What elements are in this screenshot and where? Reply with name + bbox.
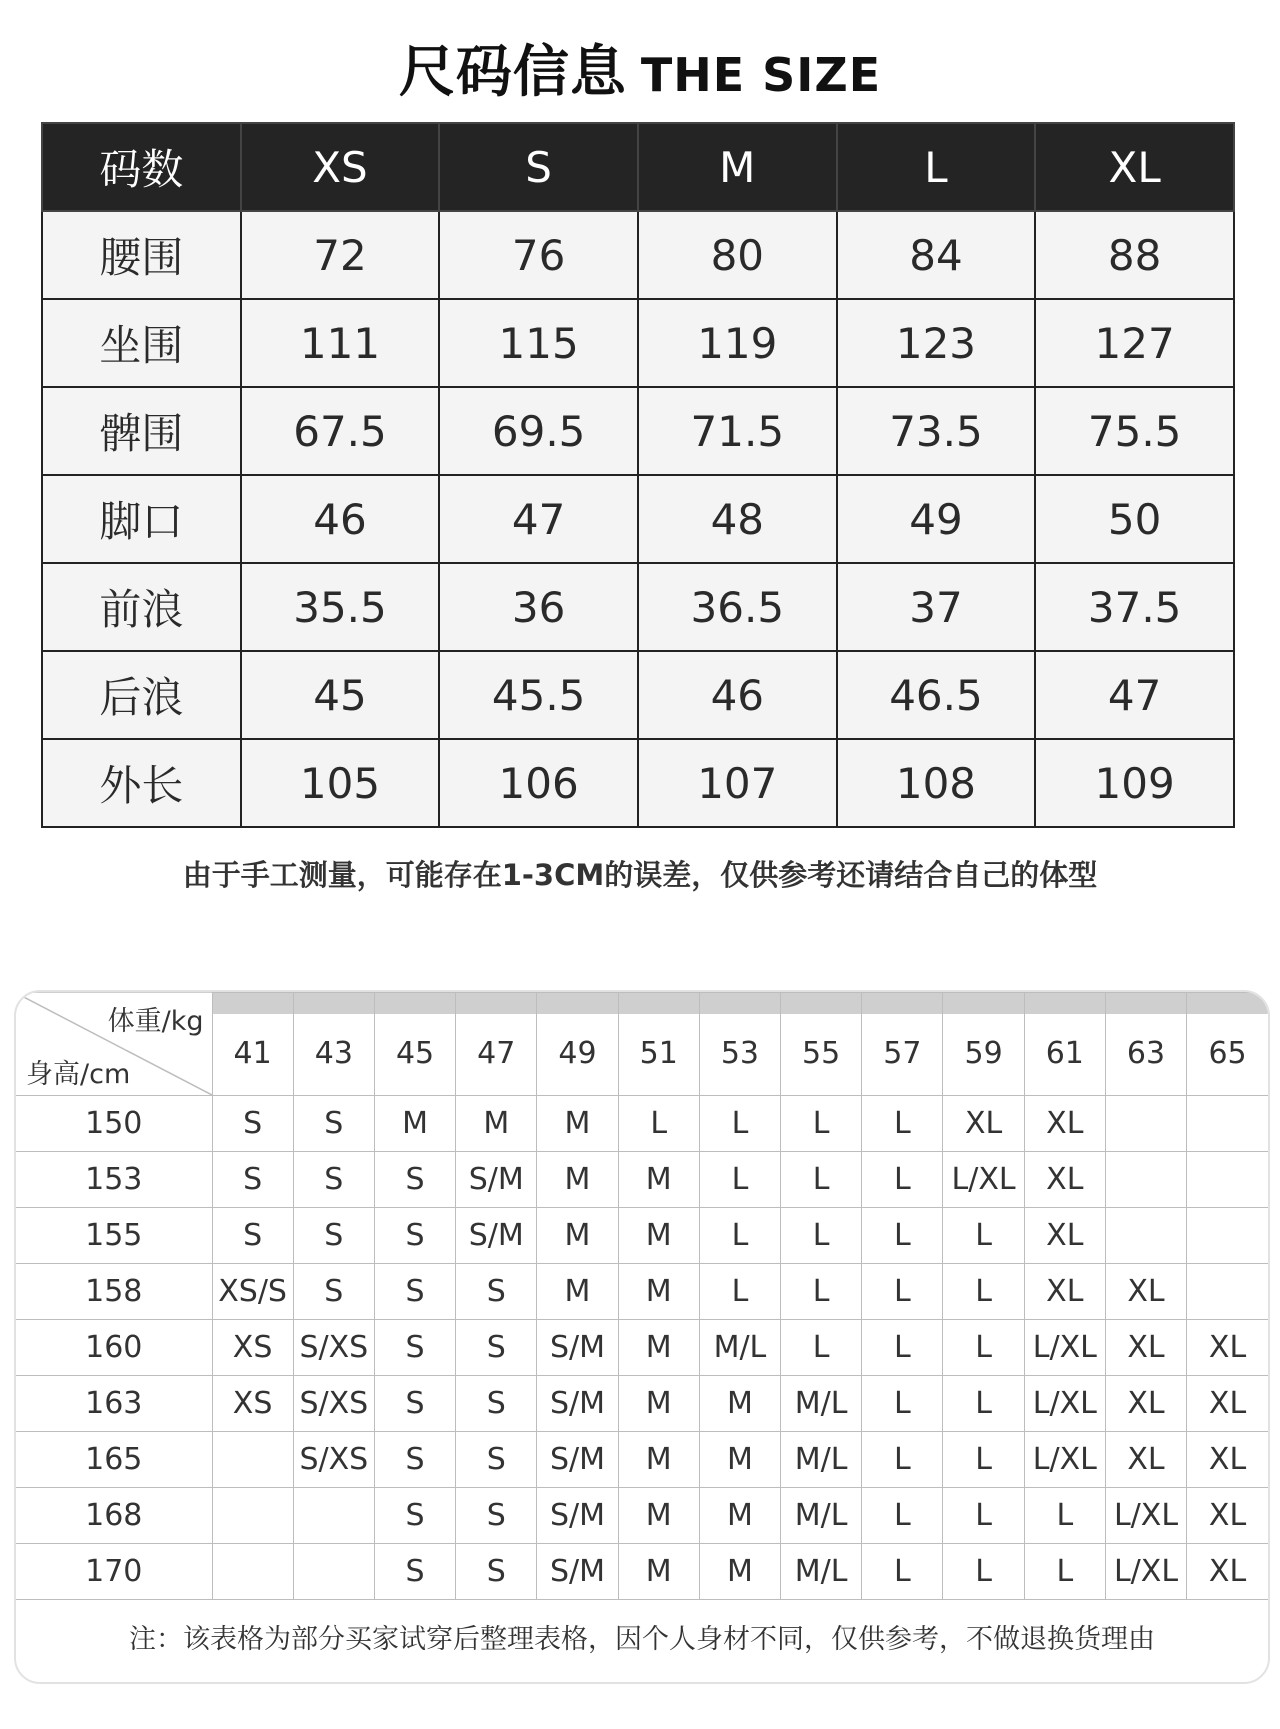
measurement-value: 119 — [638, 299, 837, 387]
recommended-size: S/M — [537, 1544, 618, 1600]
recommended-size: L — [943, 1320, 1024, 1376]
recommended-size: S — [293, 1208, 374, 1264]
recommended-size: XL — [1024, 1264, 1105, 1320]
measurement-value: 72 — [241, 211, 440, 299]
recommended-size: S — [456, 1488, 537, 1544]
height-value: 155 — [16, 1208, 212, 1264]
size-row — [42, 563, 1234, 651]
recommended-size: S — [212, 1096, 293, 1152]
recommended-size — [1105, 1096, 1186, 1152]
recommended-size: L/XL — [1105, 1544, 1186, 1600]
recommended-size: S — [456, 1544, 537, 1600]
recommended-size: S — [374, 1152, 455, 1208]
recommended-size: L — [862, 1488, 943, 1544]
height-value: 160 — [16, 1320, 212, 1376]
recommended-size: L — [862, 1152, 943, 1208]
measurement-value: 50 — [1035, 475, 1234, 563]
measurement-value: 115 — [439, 299, 638, 387]
measurement-value: 46 — [638, 651, 837, 739]
recommended-size: S — [456, 1376, 537, 1432]
recommended-size: S/M — [537, 1320, 618, 1376]
recommended-size: S/XS — [293, 1432, 374, 1488]
weight-header: 45 — [374, 993, 455, 1096]
recommendation-row — [16, 1432, 1268, 1488]
measurement-value: 36 — [439, 563, 638, 651]
recommended-size: M — [618, 1488, 699, 1544]
size-row — [42, 299, 1234, 387]
corner-cell — [16, 993, 212, 1096]
recommended-size: L — [699, 1264, 780, 1320]
height-axis-label: 身高/cm — [26, 1059, 131, 1090]
recommended-size: M — [618, 1208, 699, 1264]
recommended-size: XL — [1105, 1376, 1186, 1432]
recommendation-row — [16, 1320, 1268, 1376]
recommended-size: XL — [1105, 1320, 1186, 1376]
recommended-size: S — [212, 1152, 293, 1208]
recommended-size: XL — [1187, 1432, 1268, 1488]
weight-header: 57 — [862, 993, 943, 1096]
recommended-size: S — [374, 1264, 455, 1320]
weight-header: 53 — [699, 993, 780, 1096]
recommended-size: M — [699, 1376, 780, 1432]
recommended-size — [1187, 1096, 1268, 1152]
measurement-value: 37.5 — [1035, 563, 1234, 651]
recommended-size: S/M — [456, 1152, 537, 1208]
recommendation-row — [16, 1264, 1268, 1320]
recommended-size: S — [374, 1488, 455, 1544]
recommended-size: S — [374, 1432, 455, 1488]
weight-header: 55 — [781, 993, 862, 1096]
recommended-size: S — [456, 1432, 537, 1488]
recommended-size — [1187, 1264, 1268, 1320]
recommended-size: S/XS — [293, 1376, 374, 1432]
recommended-size: XL — [943, 1096, 1024, 1152]
recommended-size: M — [537, 1208, 618, 1264]
recommended-size: L — [862, 1432, 943, 1488]
measurement-label: 脚口 — [42, 475, 241, 563]
recommended-size: M — [618, 1152, 699, 1208]
measurement-label: 髀围 — [42, 387, 241, 475]
measurement-value: 108 — [837, 739, 1036, 827]
header-size-xs: XS — [241, 123, 440, 211]
measurement-label: 后浪 — [42, 651, 241, 739]
measurement-value: 84 — [837, 211, 1036, 299]
recommended-size: L — [862, 1208, 943, 1264]
height-value: 165 — [16, 1432, 212, 1488]
recommended-size: M — [456, 1096, 537, 1152]
recommended-size: L — [862, 1096, 943, 1152]
recommended-size: S — [293, 1264, 374, 1320]
weight-header: 49 — [537, 993, 618, 1096]
size-row — [42, 387, 1234, 475]
size-row — [42, 739, 1234, 827]
recommended-size: S — [456, 1264, 537, 1320]
height-value: 150 — [16, 1096, 212, 1152]
recommendation-row — [16, 1096, 1268, 1152]
measurement-note: 由于手工测量，可能存在1-3CM的误差，仅供参考还请结合自己的体型 — [182, 858, 1098, 892]
measurement-value: 45 — [241, 651, 440, 739]
height-value: 153 — [16, 1152, 212, 1208]
recommended-size: S/M — [456, 1208, 537, 1264]
weight-header: 47 — [456, 993, 537, 1096]
recommended-size: M/L — [781, 1544, 862, 1600]
measurement-value: 106 — [439, 739, 638, 827]
recommended-size: M/L — [781, 1376, 862, 1432]
measurement-value: 107 — [638, 739, 837, 827]
recommended-size: S — [374, 1208, 455, 1264]
recommended-size: L — [781, 1096, 862, 1152]
recommendation-row — [16, 1152, 1268, 1208]
measurement-label: 前浪 — [42, 563, 241, 651]
measurement-value: 73.5 — [837, 387, 1036, 475]
measurement-value: 35.5 — [241, 563, 440, 651]
size-row — [42, 475, 1234, 563]
recommendation-header — [16, 993, 1268, 1096]
recommended-size: L — [699, 1096, 780, 1152]
measurement-value: 127 — [1035, 299, 1234, 387]
recommended-size: L — [699, 1208, 780, 1264]
recommended-size: M — [537, 1096, 618, 1152]
recommended-size: L — [1024, 1488, 1105, 1544]
weight-header: 65 — [1187, 993, 1268, 1096]
recommended-size: M — [618, 1264, 699, 1320]
weight-header: 43 — [293, 993, 374, 1096]
recommended-size: S — [374, 1544, 455, 1600]
recommended-size: M — [699, 1544, 780, 1600]
page-title — [0, 28, 1280, 108]
measurement-label: 外长 — [42, 739, 241, 827]
recommendation-body — [16, 1096, 1268, 1600]
recommended-size — [212, 1432, 293, 1488]
recommended-size: L — [781, 1208, 862, 1264]
measurement-value: 36.5 — [638, 563, 837, 651]
recommendation-row — [16, 1544, 1268, 1600]
measurement-value: 37 — [837, 563, 1036, 651]
measurement-label: 腰围 — [42, 211, 241, 299]
recommended-size: XS — [212, 1320, 293, 1376]
recommended-size: XL — [1187, 1320, 1268, 1376]
measurement-value: 76 — [439, 211, 638, 299]
weight-header: 61 — [1024, 993, 1105, 1096]
recommended-size: M — [374, 1096, 455, 1152]
height-value: 170 — [16, 1544, 212, 1600]
recommended-size: XS — [212, 1376, 293, 1432]
recommended-size — [1105, 1208, 1186, 1264]
recommended-size: L — [943, 1208, 1024, 1264]
measurement-value: 69.5 — [439, 387, 638, 475]
recommended-size: L — [943, 1488, 1024, 1544]
measurement-value: 45.5 — [439, 651, 638, 739]
recommended-size: XL — [1187, 1376, 1268, 1432]
recommended-size: L — [943, 1264, 1024, 1320]
header-size-label: 码数 — [42, 123, 241, 211]
measurement-value: 109 — [1035, 739, 1234, 827]
size-table-header — [42, 123, 1234, 211]
recommended-size: XL — [1105, 1264, 1186, 1320]
recommendation-row — [16, 1376, 1268, 1432]
recommended-size: XL — [1105, 1432, 1186, 1488]
recommended-size: L — [862, 1376, 943, 1432]
recommended-size: L/XL — [943, 1152, 1024, 1208]
recommended-size: XL — [1024, 1096, 1105, 1152]
recommended-size — [1187, 1152, 1268, 1208]
recommended-size — [293, 1544, 374, 1600]
recommended-size: L — [943, 1432, 1024, 1488]
measurement-value: 71.5 — [638, 387, 837, 475]
recommended-size: XL — [1187, 1544, 1268, 1600]
recommended-size: S — [456, 1320, 537, 1376]
weight-header: 51 — [618, 993, 699, 1096]
recommended-size: S — [293, 1152, 374, 1208]
weight-axis-label: 体重/kg — [107, 1005, 204, 1037]
recommended-size: S/M — [537, 1488, 618, 1544]
recommended-size: XL — [1024, 1208, 1105, 1264]
measurement-value: 67.5 — [241, 387, 440, 475]
measurement-value: 80 — [638, 211, 837, 299]
recommended-size: M — [537, 1152, 618, 1208]
measurement-value: 46 — [241, 475, 440, 563]
header-size-s: S — [439, 123, 638, 211]
weight-header: 41 — [212, 993, 293, 1096]
measurement-value: 88 — [1035, 211, 1234, 299]
measurement-value: 49 — [837, 475, 1036, 563]
recommended-size: S — [212, 1208, 293, 1264]
recommended-size: L — [943, 1544, 1024, 1600]
recommended-size: M — [618, 1320, 699, 1376]
recommendation-row — [16, 1488, 1268, 1544]
measurement-value: 123 — [837, 299, 1036, 387]
recommended-size: M — [618, 1432, 699, 1488]
recommended-size: M — [618, 1544, 699, 1600]
recommended-size: S — [293, 1096, 374, 1152]
recommendation-row — [16, 1208, 1268, 1264]
weight-header: 59 — [943, 993, 1024, 1096]
title-en: THE SIZE — [640, 48, 882, 102]
recommended-size: L — [862, 1544, 943, 1600]
recommended-size: S/M — [537, 1376, 618, 1432]
title-cn: 尺码信息 — [398, 40, 627, 105]
recommendation-table — [16, 992, 1268, 1600]
recommended-size: L — [699, 1152, 780, 1208]
recommended-size — [1187, 1208, 1268, 1264]
measurement-value: 48 — [638, 475, 837, 563]
recommended-size: L — [862, 1264, 943, 1320]
recommended-size: S/M — [537, 1432, 618, 1488]
recommended-size: S/XS — [293, 1320, 374, 1376]
recommended-size: M/L — [781, 1432, 862, 1488]
height-value: 158 — [16, 1264, 212, 1320]
recommended-size: L — [862, 1320, 943, 1376]
recommended-size: S — [374, 1376, 455, 1432]
size-table — [41, 122, 1235, 828]
measurement-value: 47 — [439, 475, 638, 563]
recommended-size: L — [618, 1096, 699, 1152]
recommended-size: XL — [1024, 1152, 1105, 1208]
recommended-size: XS/S — [212, 1264, 293, 1320]
recommended-size: L/XL — [1105, 1488, 1186, 1544]
recommended-size: M — [537, 1264, 618, 1320]
recommended-size: M/L — [781, 1488, 862, 1544]
size-row — [42, 651, 1234, 739]
weight-header: 63 — [1105, 993, 1186, 1096]
recommended-size: L — [781, 1264, 862, 1320]
measurement-value: 105 — [241, 739, 440, 827]
measurement-value: 75.5 — [1035, 387, 1234, 475]
measurement-value: 47 — [1035, 651, 1234, 739]
recommended-size: L — [1024, 1544, 1105, 1600]
recommended-size: M/L — [699, 1320, 780, 1376]
recommended-size — [293, 1488, 374, 1544]
recommended-size — [1105, 1152, 1186, 1208]
height-value: 163 — [16, 1376, 212, 1432]
measurement-value: 111 — [241, 299, 440, 387]
recommended-size: L — [781, 1152, 862, 1208]
recommended-size: L — [781, 1320, 862, 1376]
recommended-size: M — [699, 1488, 780, 1544]
recommended-size: L — [943, 1376, 1024, 1432]
size-table-body — [42, 211, 1234, 827]
header-size-xl: XL — [1035, 123, 1234, 211]
recommended-size: M — [699, 1432, 780, 1488]
recommended-size: L/XL — [1024, 1376, 1105, 1432]
header-size-m: M — [638, 123, 837, 211]
header-size-l: L — [837, 123, 1036, 211]
recommended-size — [212, 1488, 293, 1544]
size-row — [42, 211, 1234, 299]
measurement-value: 46.5 — [837, 651, 1036, 739]
size-recommendation-card — [14, 990, 1270, 1684]
recommended-size: L/XL — [1024, 1432, 1105, 1488]
recommended-size — [212, 1544, 293, 1600]
recommended-size: L/XL — [1024, 1320, 1105, 1376]
recommended-size: S — [374, 1320, 455, 1376]
disclaimer-note: 注：该表格为部分买家试穿后整理表格，因个人身材不同，仅供参考，不做退换货理由 — [129, 1624, 1155, 1655]
height-value: 168 — [16, 1488, 212, 1544]
recommended-size: XL — [1187, 1488, 1268, 1544]
recommended-size: M — [618, 1376, 699, 1432]
measurement-label: 坐围 — [42, 299, 241, 387]
